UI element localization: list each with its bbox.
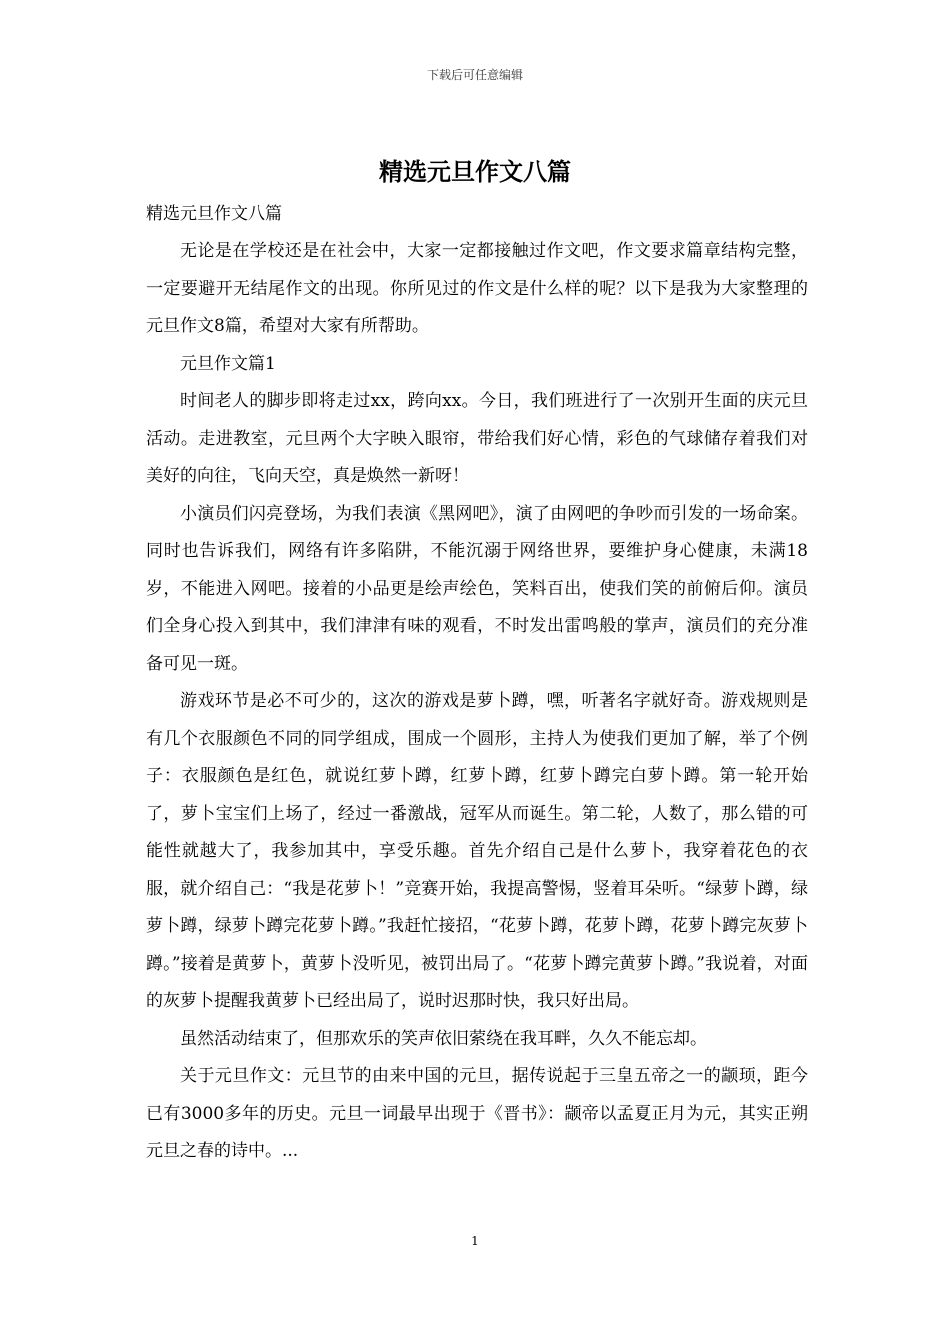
document-title: 精选元旦作文八篇 [379, 157, 571, 186]
page-number: 1 [471, 1234, 479, 1248]
document-subtitle: 精选元旦作文八篇 [146, 204, 282, 224]
paragraph-intro: 无论是在学校还是在社会中，大家一定都接触过作文吧，作文要求篇章结构完整，一定要避开无结尾作文的出现。你所见过的作文是什么样的呢？以下是我为大家整理的元旦作文8篇，希望对大家有所帮助。 [146, 241, 808, 336]
paragraph: 时间老人的脚步即将走过xx，跨向xx。今日，我们班进行了一次别开生面的庆元旦活动。走进教室，元旦两个大字映入眼帘，带给我们好心情，彩色的气球储存着我们对美好的向往，飞向天空，真是焕然一新呀！ [146, 391, 808, 486]
paragraph: 关于元旦作文：元旦节的由来中国的元旦，据传说起于三皇五帝之一的颛顼，距今已有3000多年的历史。元旦一词最早出现于《晋书》：颛帝以孟夏正月为元，其实正朔元旦之春的诗中。... [146, 1066, 808, 1161]
paragraph: 虽然活动结束了，但那欢乐的笑声依旧萦绕在我耳畔，久久不能忘却。 [180, 1028, 707, 1049]
paragraph: 小演员们闪亮登场，为我们表演《黑网吧》，演了由网吧的争吵而引发的一场命案。同时也告诉我们，网络有许多陷阱，不能沉溺于网络世界，要维护身心健康，未满18岁，不能进入网吧。接着的小品更是绘声绘色，笑料百出，使我们笑的前俯后仰。演员们全身心投入到其中，我们津津有味的观看，不时发出雷鸣般的掌声，演员们的充分准备可见一斑。 [146, 503, 808, 674]
document-body [146, 196, 808, 1171]
section-heading-1: 元旦作文篇1 [180, 353, 276, 374]
paragraph: 游戏环节是必不可少的，这次的游戏是萝卜蹲，嘿，听著名字就好奇。游戏规则是有几个衣服颜色不同的同学组成，围成一个圆形，主持人为使我们更加了解，举了个例子：衣服颜色是红色，就说红萝卜蹲，红萝卜蹲，红萝卜蹲完白萝卜蹲。第一轮开始了，萝卜宝宝们上场了，经过一番激战，冠军从而诞生。第二轮，人数了，那么错的可能性就越大了，我参加其中，享受乐趣。首先介绍自己是什么萝卜，我穿着花色的衣服，就介绍自己：“我是花萝卜！”竞赛开始，我提高警惕，竖着耳朵听。“绿萝卜蹲，绿萝卜蹲，绿萝卜蹲完花萝卜蹲。”我赶忙接招，“花萝卜蹲，花萝卜蹲，花萝卜蹲完灰萝卜蹲。”接着是黄萝卜，黄萝卜没听见，被罚出局了。“花萝卜蹲完黄萝卜蹲。”我说着，对面的灰萝卜提醒我黄萝卜已经出局了，说时迟那时快，我只好出局。 [146, 691, 808, 1011]
page-header: 下载后可任意编辑 [426, 68, 523, 82]
